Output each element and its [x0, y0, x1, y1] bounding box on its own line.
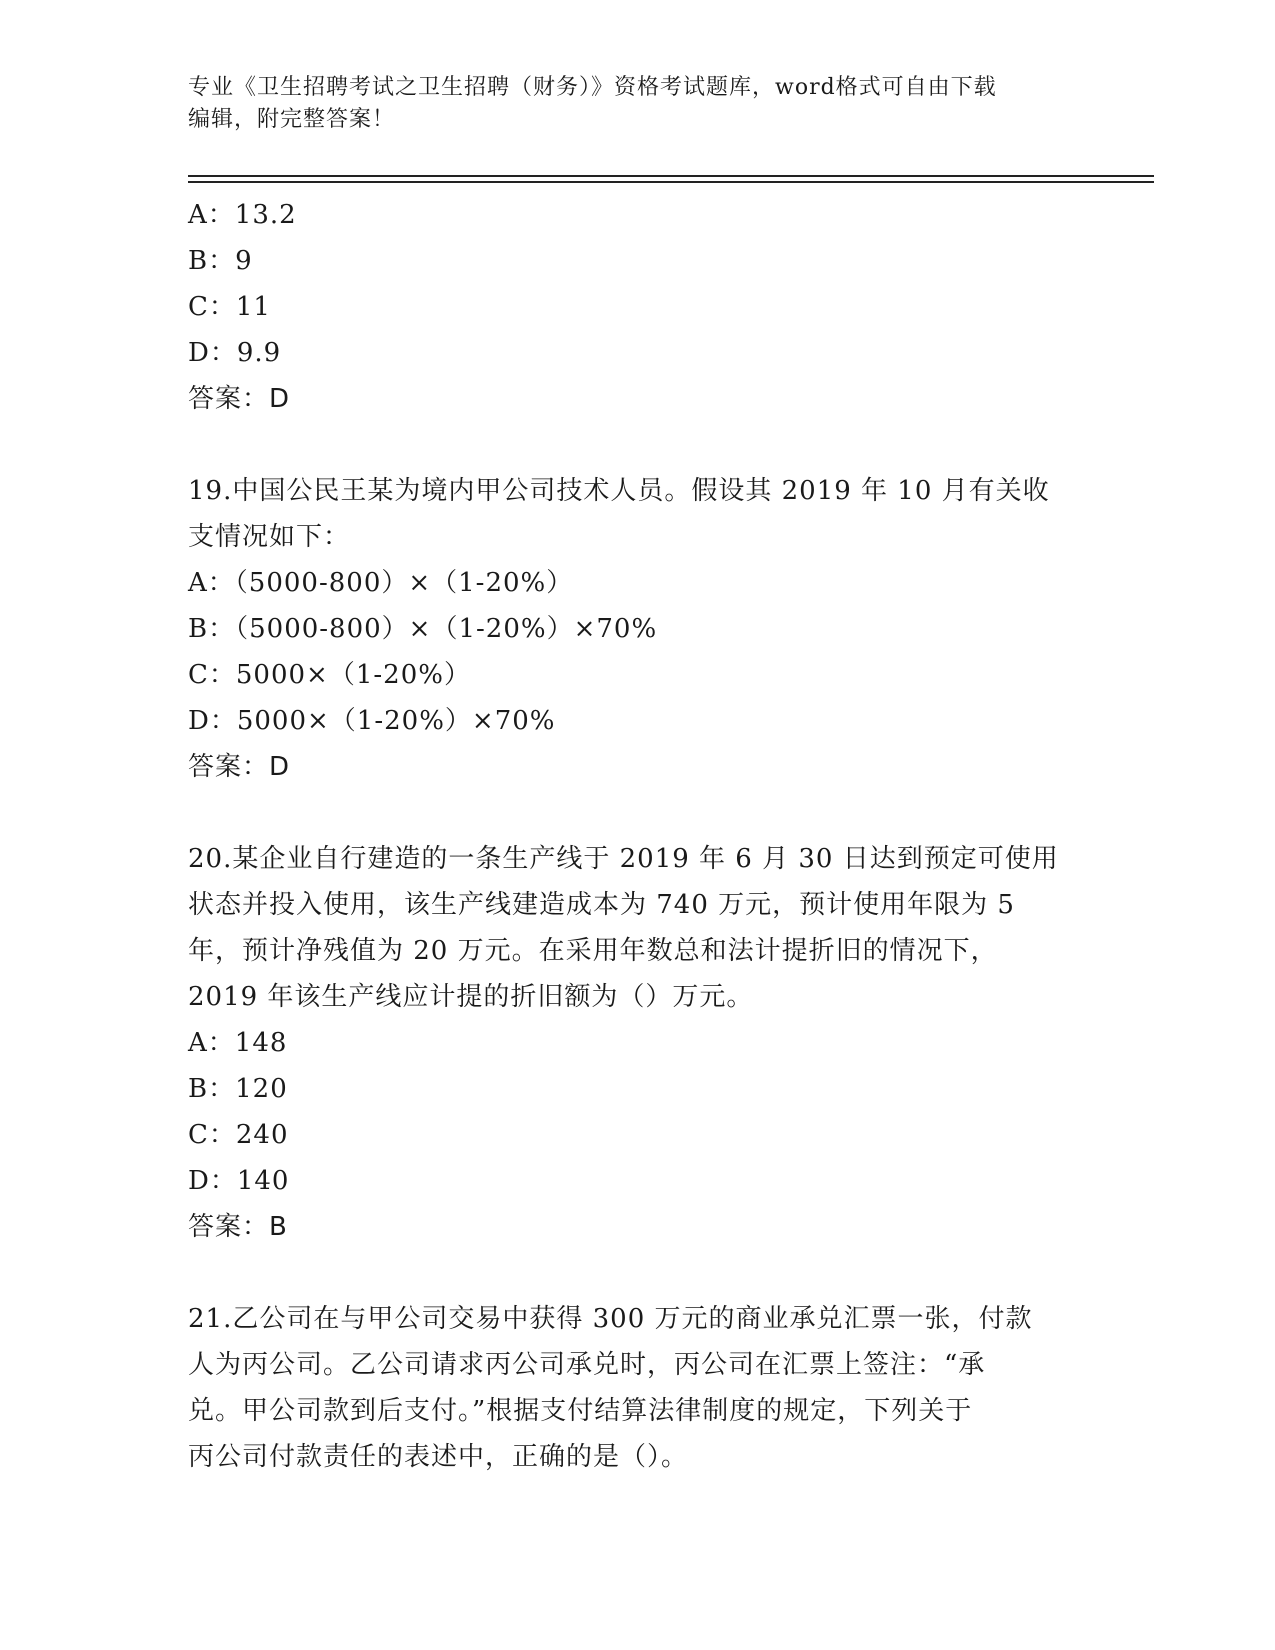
- option-d: D：9.9: [188, 338, 282, 368]
- option-c: C：5000×（1-20%）: [188, 660, 471, 690]
- option-c: C：11: [188, 292, 271, 322]
- answer-line: 答案：B: [188, 1212, 288, 1242]
- option-a: A：148: [188, 1028, 288, 1058]
- question-18: [188, 192, 1088, 422]
- question-stem-line: 年，预计净残值为 20 万元。在采用年数总和法计提折旧的情况下，: [188, 936, 998, 966]
- header-divider-bottom: [188, 181, 1154, 183]
- question-20: [188, 836, 1088, 1250]
- question-stem-line: 支情况如下：: [188, 522, 351, 552]
- option-a: A：（5000-800）×（1-20%）: [188, 568, 574, 598]
- question-stem-line: 状态并投入使用，该生产线建造成本为 740 万元，预计使用年限为 5: [188, 890, 1015, 920]
- question-stem-line: 20.某企业自行建造的一条生产线于 2019 年 6 月 30 日达到预定可使用: [188, 844, 1059, 874]
- header-line-1: 专业《卫生招聘考试之卫生招聘（财务）》资格考试题库，word格式可自由下载: [188, 75, 997, 100]
- option-b: B：（5000-800）×（1-20%）×70%: [188, 614, 658, 644]
- option-b: B：9: [188, 246, 253, 276]
- option-c: C：240: [188, 1120, 289, 1150]
- question-19: [188, 468, 1088, 790]
- option-d: D：5000×（1-20%）×70%: [188, 706, 556, 736]
- answer-line: 答案：D: [188, 752, 291, 782]
- question-list: [188, 192, 1088, 1480]
- question-stem-line: 兑。甲公司款到后支付。”根据支付结算法律制度的规定，下列关于: [188, 1396, 973, 1426]
- question-stem-line: 丙公司付款责任的表述中，正确的是（）。: [188, 1442, 689, 1472]
- option-a: A：13.2: [188, 200, 297, 230]
- question-stem-line: 人为丙公司。乙公司请求丙公司承兑时，丙公司在汇票上签注：“承: [188, 1350, 986, 1380]
- option-b: B：120: [188, 1074, 288, 1104]
- option-d: D：140: [188, 1166, 290, 1196]
- header-divider-top: [188, 175, 1154, 177]
- question-stem-line: 19.中国公民王某为境内甲公司技术人员。假设其 2019 年 10 月有关收: [188, 476, 1050, 506]
- answer-line: 答案：D: [188, 384, 291, 414]
- header-line-2: 编辑，附完整答案！: [188, 107, 396, 132]
- document-header: [188, 72, 1088, 136]
- question-21: [188, 1296, 1088, 1480]
- question-stem-line: 2019 年该生产线应计提的折旧额为（）万元。: [188, 982, 754, 1012]
- question-stem-line: 21.乙公司在与甲公司交易中获得 300 万元的商业承兑汇票一张，付款: [188, 1304, 1033, 1334]
